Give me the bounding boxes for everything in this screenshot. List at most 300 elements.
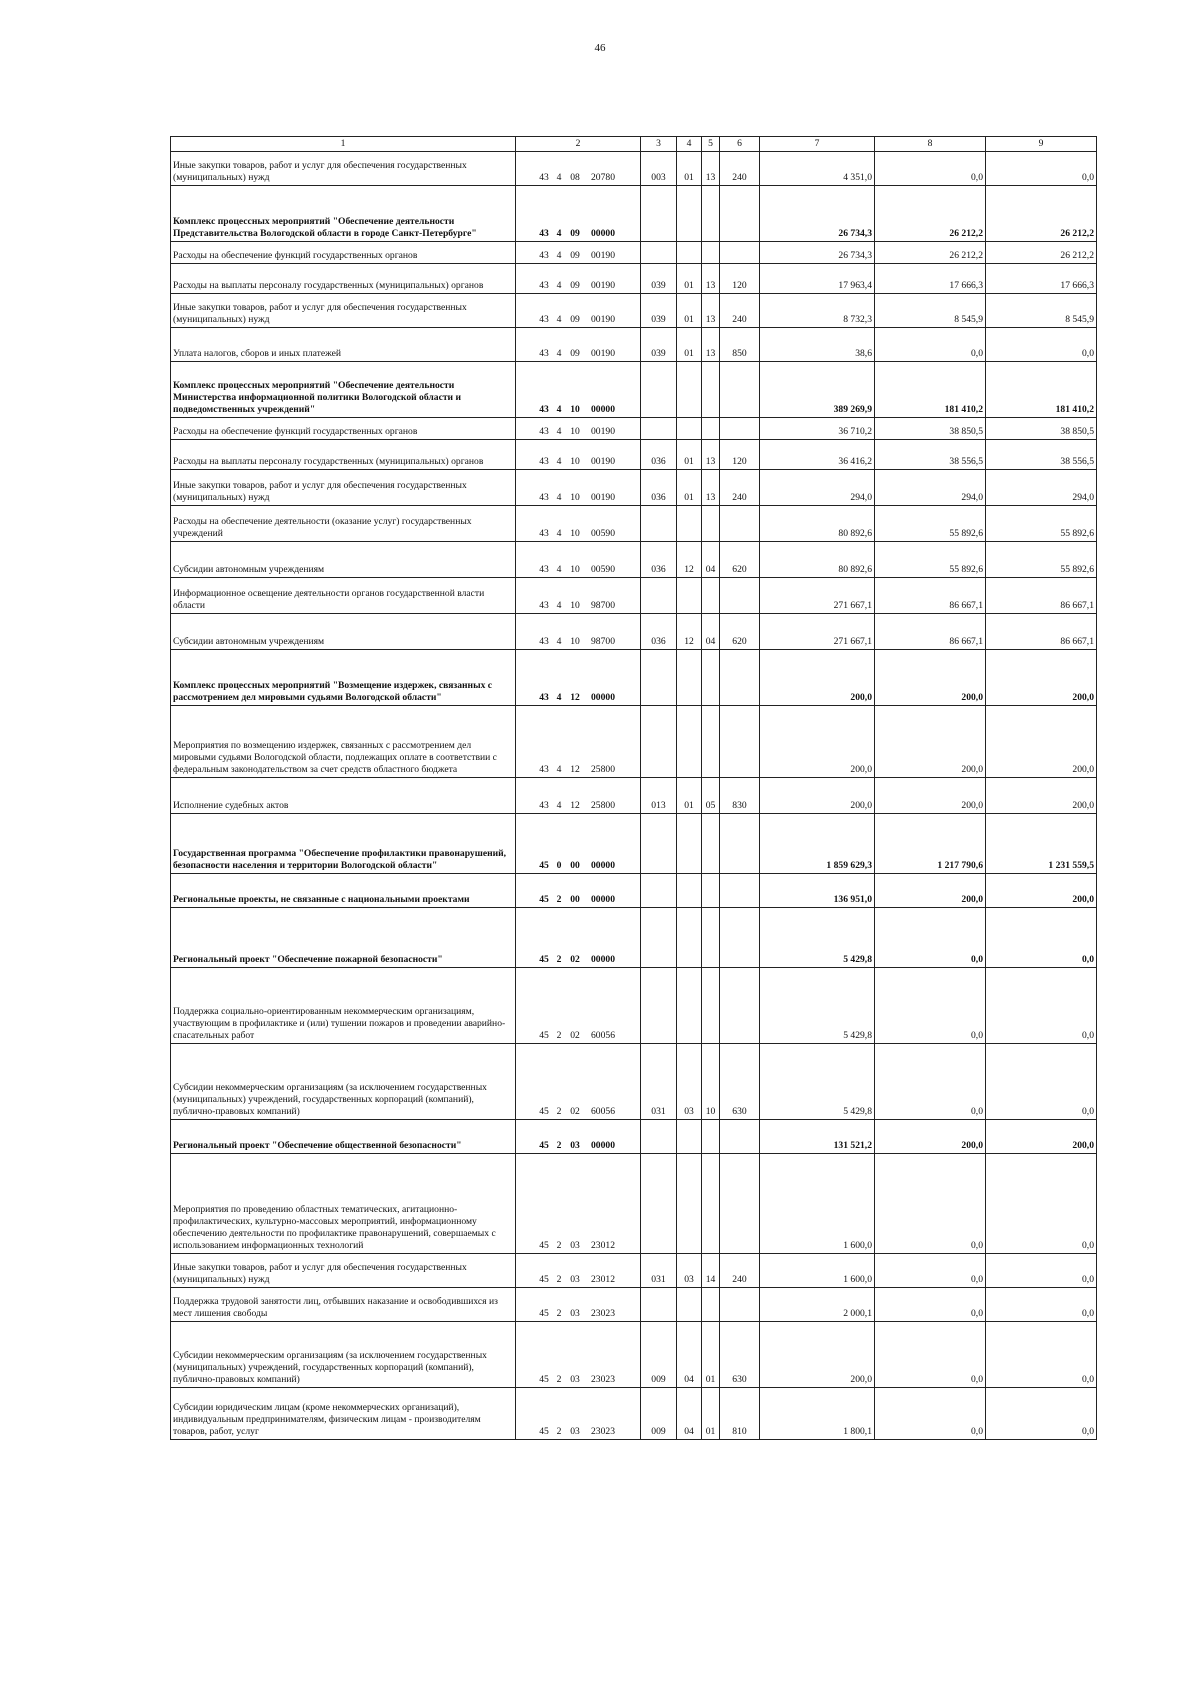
header-row (171, 137, 1097, 152)
code-part-c3: 10 (570, 456, 580, 468)
table-row (171, 908, 1097, 968)
code-part-c1: 43 (539, 172, 549, 184)
code-part-c4: 98700 (591, 600, 615, 612)
row-code (516, 1154, 641, 1254)
col-3-value: 039 (641, 294, 677, 328)
col-3-value (641, 1288, 677, 1322)
row-name: Иные закупки товаров, работ и услуг для обеспечения государственных (муниципальных) нужд (171, 470, 516, 506)
col-5-value: 13 (702, 470, 720, 506)
code-part-c4: 23012 (591, 1240, 615, 1252)
code-part-c2: 2 (556, 1308, 562, 1320)
row-code (516, 470, 641, 506)
code-part-c3: 08 (570, 172, 580, 184)
amount-col-9: 0,0 (986, 1388, 1097, 1440)
code-part-c3: 02 (570, 954, 580, 966)
row-name: Региональный проект "Обеспечение общественной безопасности" (171, 1120, 516, 1154)
table-row (171, 1288, 1097, 1322)
col-6-value (720, 1120, 760, 1154)
code-part-c3: 10 (570, 426, 580, 438)
code-part-c2: 4 (556, 172, 562, 184)
code-part-c3: 00 (570, 894, 580, 906)
table-row (171, 706, 1097, 778)
row-code (516, 328, 641, 362)
row-name: Государственная программа "Обеспечение профилактики правонарушений, безопасности населения и территории Вологодской области" (171, 814, 516, 874)
code-part-c3: 12 (570, 692, 580, 704)
amount-col-7: 8 732,3 (760, 294, 875, 328)
code-part-c1: 43 (539, 426, 549, 438)
amount-col-9: 26 212,2 (986, 242, 1097, 264)
amount-col-9: 38 850,5 (986, 418, 1097, 440)
amount-col-7: 5 429,8 (760, 908, 875, 968)
code-part-c3: 03 (570, 1374, 580, 1386)
col-5-value (702, 706, 720, 778)
table-row (171, 1154, 1097, 1254)
code-part-c4: 20780 (591, 172, 615, 184)
code-part-c1: 43 (539, 314, 549, 326)
code-part-c3: 00 (570, 860, 580, 872)
row-name: Субсидии автономным учреждениям (171, 614, 516, 650)
code-part-c4: 00190 (591, 492, 615, 504)
code-part-c4: 23012 (591, 1274, 615, 1286)
row-code (516, 362, 641, 418)
col-3-value (641, 362, 677, 418)
row-code (516, 506, 641, 542)
col-3-value: 031 (641, 1254, 677, 1288)
col-3-value: 009 (641, 1388, 677, 1440)
col-6-value (720, 186, 760, 242)
code-part-c1: 45 (539, 1374, 549, 1386)
code-part-c4: 00000 (591, 1140, 615, 1152)
code-part-c4: 60056 (591, 1030, 615, 1042)
row-code (516, 418, 641, 440)
amount-col-9: 26 212,2 (986, 186, 1097, 242)
code-part-c1: 43 (539, 250, 549, 262)
row-name: Поддержка социально-ориентированным некоммерческим организациям, участвующим в профилактике и (или) тушении пожаров и проведении аварийно-спасательных работ (171, 968, 516, 1044)
col-4-value (677, 874, 702, 908)
row-code (516, 152, 641, 186)
code-part-c4: 60056 (591, 1106, 615, 1118)
table-row (171, 242, 1097, 264)
col-5-value (702, 578, 720, 614)
code-part-c2: 4 (556, 314, 562, 326)
code-part-c1: 45 (539, 1308, 549, 1320)
col-5-value (702, 908, 720, 968)
col-6-value: 850 (720, 328, 760, 362)
table-row (171, 968, 1097, 1044)
row-name: Субсидии автономным учреждениям (171, 542, 516, 578)
col-5-value: 13 (702, 294, 720, 328)
amount-col-7: 1 600,0 (760, 1254, 875, 1288)
col-5-value (702, 814, 720, 874)
table-row (171, 1322, 1097, 1388)
code-part-c1: 43 (539, 456, 549, 468)
col-4-value (677, 650, 702, 706)
row-code (516, 578, 641, 614)
col-5-value (702, 418, 720, 440)
code-part-c1: 45 (539, 954, 549, 966)
amount-col-8: 0,0 (875, 152, 986, 186)
row-name: Информационное освещение деятельности органов государственной власти области (171, 578, 516, 614)
amount-col-7: 136 951,0 (760, 874, 875, 908)
row-code (516, 778, 641, 814)
code-part-c1: 45 (539, 1140, 549, 1152)
col-4-value: 12 (677, 542, 702, 578)
col-5-value: 14 (702, 1254, 720, 1288)
row-code (516, 968, 641, 1044)
col-5-value: 13 (702, 440, 720, 470)
col-5-value: 01 (702, 1322, 720, 1388)
amount-col-9: 0,0 (986, 1288, 1097, 1322)
col-4-value: 03 (677, 1254, 702, 1288)
code-part-c3: 09 (570, 314, 580, 326)
amount-col-9: 1 231 559,5 (986, 814, 1097, 874)
row-code (516, 1120, 641, 1154)
amount-col-7: 80 892,6 (760, 542, 875, 578)
code-part-c2: 2 (556, 894, 562, 906)
table-row (171, 264, 1097, 294)
code-part-c2: 4 (556, 564, 562, 576)
amount-col-8: 0,0 (875, 1154, 986, 1254)
amount-col-9: 0,0 (986, 908, 1097, 968)
amount-col-8: 1 217 790,6 (875, 814, 986, 874)
col-6-value (720, 1288, 760, 1322)
code-part-c4: 00590 (591, 564, 615, 576)
amount-col-9: 38 556,5 (986, 440, 1097, 470)
amount-col-7: 26 734,3 (760, 242, 875, 264)
row-name: Субсидии юридическим лицам (кроме некоммерческих организаций), индивидуальным предпринимателям, физическим лицам - производителям товаров, работ, услуг (171, 1388, 516, 1440)
code-part-c3: 02 (570, 1030, 580, 1042)
amount-col-8: 26 212,2 (875, 186, 986, 242)
code-part-c2: 2 (556, 1374, 562, 1386)
col-4-value (677, 242, 702, 264)
code-part-c3: 10 (570, 600, 580, 612)
amount-col-7: 1 800,1 (760, 1388, 875, 1440)
code-part-c3: 10 (570, 492, 580, 504)
code-part-c2: 4 (556, 764, 562, 776)
code-part-c2: 2 (556, 1426, 562, 1438)
amount-col-9: 200,0 (986, 706, 1097, 778)
amount-col-9: 0,0 (986, 1044, 1097, 1120)
row-code (516, 706, 641, 778)
table-row (171, 542, 1097, 578)
row-code (516, 908, 641, 968)
col-4-value: 01 (677, 440, 702, 470)
code-part-c3: 03 (570, 1240, 580, 1252)
code-part-c3: 02 (570, 1106, 580, 1118)
row-name: Комплекс процессных мероприятий "Обеспечение деятельности Представительства Вологодской области в городе Санкт-Петербурге" (171, 186, 516, 242)
col-3-value (641, 908, 677, 968)
col-3-value (641, 874, 677, 908)
code-part-c3: 03 (570, 1274, 580, 1286)
amount-col-8: 26 212,2 (875, 242, 986, 264)
amount-col-8: 86 667,1 (875, 578, 986, 614)
amount-col-9: 8 545,9 (986, 294, 1097, 328)
code-part-c1: 45 (539, 1240, 549, 1252)
row-code (516, 874, 641, 908)
code-part-c1: 43 (539, 528, 549, 540)
col-4-value (677, 908, 702, 968)
row-code (516, 1254, 641, 1288)
code-part-c1: 45 (539, 1426, 549, 1438)
row-code (516, 294, 641, 328)
code-part-c2: 4 (556, 426, 562, 438)
amount-col-8: 8 545,9 (875, 294, 986, 328)
amount-col-9: 200,0 (986, 778, 1097, 814)
header-cell: 4 (677, 137, 702, 152)
code-part-c4: 00000 (591, 228, 615, 240)
col-4-value (677, 578, 702, 614)
amount-col-8: 0,0 (875, 1288, 986, 1322)
table-row (171, 506, 1097, 542)
table-row (171, 614, 1097, 650)
code-part-c4: 23023 (591, 1374, 615, 1386)
budget-table (170, 136, 1097, 1440)
code-part-c3: 09 (570, 228, 580, 240)
col-6-value (720, 706, 760, 778)
col-6-value (720, 874, 760, 908)
amount-col-8: 55 892,6 (875, 506, 986, 542)
amount-col-7: 36 710,2 (760, 418, 875, 440)
code-part-c4: 23023 (591, 1308, 615, 1320)
code-part-c4: 00190 (591, 314, 615, 326)
col-3-value (641, 1120, 677, 1154)
amount-col-7: 5 429,8 (760, 968, 875, 1044)
code-part-c4: 00190 (591, 280, 615, 292)
code-part-c3: 10 (570, 636, 580, 648)
header-cell: 8 (875, 137, 986, 152)
code-part-c2: 2 (556, 1030, 562, 1042)
col-4-value (677, 706, 702, 778)
col-5-value: 04 (702, 542, 720, 578)
col-6-value: 620 (720, 614, 760, 650)
code-part-c2: 4 (556, 492, 562, 504)
table-body (171, 152, 1097, 1440)
row-name: Мероприятия по возмещению издержек, связанных с рассмотрением дел мировыми судьями Вологодской области, подлежащих оплате в соответствии с федеральным законодательством за счет средств областного бюджета (171, 706, 516, 778)
amount-col-7: 200,0 (760, 1322, 875, 1388)
col-3-value: 031 (641, 1044, 677, 1120)
col-6-value (720, 506, 760, 542)
code-part-c2: 2 (556, 1106, 562, 1118)
row-code (516, 440, 641, 470)
page-number: 46 (594, 42, 606, 54)
col-4-value (677, 418, 702, 440)
col-6-value: 120 (720, 440, 760, 470)
table-row (171, 874, 1097, 908)
col-6-value: 630 (720, 1322, 760, 1388)
amount-col-8: 0,0 (875, 1254, 986, 1288)
row-name: Исполнение судебных актов (171, 778, 516, 814)
col-5-value (702, 1288, 720, 1322)
col-3-value: 036 (641, 542, 677, 578)
row-name: Расходы на обеспечение функций государственных органов (171, 242, 516, 264)
amount-col-8: 0,0 (875, 1044, 986, 1120)
code-part-c4: 00190 (591, 348, 615, 360)
table-row (171, 814, 1097, 874)
row-name: Уплата налогов, сборов и иных платежей (171, 328, 516, 362)
amount-col-8: 38 850,5 (875, 418, 986, 440)
table-row (171, 470, 1097, 506)
row-name: Иные закупки товаров, работ и услуг для обеспечения государственных (муниципальных) нужд (171, 152, 516, 186)
header-cell: 1 (171, 137, 516, 152)
col-6-value (720, 908, 760, 968)
amount-col-9: 200,0 (986, 874, 1097, 908)
code-part-c4: 00000 (591, 860, 615, 872)
header-cell: 5 (702, 137, 720, 152)
col-6-value: 630 (720, 1044, 760, 1120)
col-4-value (677, 1120, 702, 1154)
amount-col-8: 86 667,1 (875, 614, 986, 650)
code-part-c3: 09 (570, 280, 580, 292)
row-name: Региональный проект "Обеспечение пожарной безопасности" (171, 908, 516, 968)
code-part-c3: 10 (570, 404, 580, 416)
code-part-c3: 03 (570, 1426, 580, 1438)
col-4-value: 01 (677, 328, 702, 362)
col-5-value: 01 (702, 1388, 720, 1440)
col-3-value (641, 706, 677, 778)
amount-col-8: 0,0 (875, 1388, 986, 1440)
code-part-c1: 43 (539, 280, 549, 292)
col-4-value: 01 (677, 152, 702, 186)
code-part-c1: 45 (539, 860, 549, 872)
col-5-value (702, 1154, 720, 1254)
amount-col-9: 55 892,6 (986, 542, 1097, 578)
code-part-c4: 00000 (591, 894, 615, 906)
col-5-value (702, 1120, 720, 1154)
code-part-c4: 23023 (591, 1426, 615, 1438)
col-5-value (702, 186, 720, 242)
col-3-value (641, 186, 677, 242)
col-6-value: 240 (720, 1254, 760, 1288)
amount-col-8: 0,0 (875, 328, 986, 362)
code-part-c2: 4 (556, 280, 562, 292)
table-row (171, 440, 1097, 470)
code-part-c4: 25800 (591, 800, 615, 812)
amount-col-7: 17 963,4 (760, 264, 875, 294)
code-part-c2: 2 (556, 954, 562, 966)
amount-col-8: 200,0 (875, 1120, 986, 1154)
code-part-c4: 00000 (591, 954, 615, 966)
col-4-value: 01 (677, 294, 702, 328)
code-part-c1: 43 (539, 600, 549, 612)
row-name: Региональные проекты, не связанные с национальными проектами (171, 874, 516, 908)
col-5-value (702, 506, 720, 542)
amount-col-7: 294,0 (760, 470, 875, 506)
row-name: Мероприятия по проведению областных тематических, агитационно-профилактических, культурно-массовых мероприятий, информационному обеспечению деятельности по профилактике правонарушений, совершаемых с использованием информационных технологий (171, 1154, 516, 1254)
code-part-c2: 4 (556, 692, 562, 704)
amount-col-9: 86 667,1 (986, 578, 1097, 614)
code-part-c1: 43 (539, 564, 549, 576)
code-part-c3: 03 (570, 1140, 580, 1152)
amount-col-8: 294,0 (875, 470, 986, 506)
amount-col-9: 200,0 (986, 650, 1097, 706)
row-code (516, 1388, 641, 1440)
code-part-c1: 43 (539, 228, 549, 240)
col-6-value: 120 (720, 264, 760, 294)
col-4-value (677, 186, 702, 242)
code-part-c4: 25800 (591, 764, 615, 776)
code-part-c1: 43 (539, 636, 549, 648)
code-part-c3: 12 (570, 764, 580, 776)
col-3-value (641, 968, 677, 1044)
code-part-c4: 00590 (591, 528, 615, 540)
col-4-value (677, 1154, 702, 1254)
code-part-c4: 00000 (591, 692, 615, 704)
amount-col-7: 271 667,1 (760, 614, 875, 650)
table-row (171, 1120, 1097, 1154)
table-row (171, 578, 1097, 614)
row-code (516, 814, 641, 874)
row-code (516, 542, 641, 578)
code-part-c1: 43 (539, 692, 549, 704)
amount-col-7: 200,0 (760, 778, 875, 814)
code-part-c1: 43 (539, 800, 549, 812)
amount-col-7: 1 600,0 (760, 1154, 875, 1254)
col-3-value: 009 (641, 1322, 677, 1388)
col-6-value (720, 242, 760, 264)
amount-col-7: 4 351,0 (760, 152, 875, 186)
col-3-value (641, 650, 677, 706)
code-part-c2: 4 (556, 404, 562, 416)
table-row (171, 1388, 1097, 1440)
row-name: Расходы на выплаты персоналу государственных (муниципальных) органов (171, 440, 516, 470)
code-part-c2: 0 (556, 860, 562, 872)
code-part-c1: 43 (539, 348, 549, 360)
col-6-value (720, 968, 760, 1044)
amount-col-7: 5 429,8 (760, 1044, 875, 1120)
col-3-value (641, 814, 677, 874)
amount-col-7: 200,0 (760, 706, 875, 778)
col-5-value (702, 362, 720, 418)
col-4-value: 01 (677, 264, 702, 294)
table-row (171, 328, 1097, 362)
col-4-value (677, 814, 702, 874)
row-name: Комплекс процессных мероприятий "Обеспечение деятельности Министерства информационной политики Вологодской области и подведомственных учреждений" (171, 362, 516, 418)
code-part-c1: 45 (539, 1274, 549, 1286)
table-row (171, 186, 1097, 242)
col-6-value (720, 418, 760, 440)
col-3-value: 036 (641, 470, 677, 506)
row-code (516, 650, 641, 706)
row-name: Субсидии некоммерческим организациям (за исключением государственных (муниципальных) учреждений, государственных корпораций (компаний), публично-правовых компаний) (171, 1322, 516, 1388)
code-part-c2: 4 (556, 348, 562, 360)
amount-col-7: 389 269,9 (760, 362, 875, 418)
table-row (171, 418, 1097, 440)
code-part-c3: 12 (570, 800, 580, 812)
amount-col-7: 200,0 (760, 650, 875, 706)
col-5-value (702, 242, 720, 264)
table-row (171, 650, 1097, 706)
col-3-value: 013 (641, 778, 677, 814)
col-5-value: 04 (702, 614, 720, 650)
row-code (516, 186, 641, 242)
header-cell: 6 (720, 137, 760, 152)
col-5-value (702, 968, 720, 1044)
code-part-c3: 10 (570, 564, 580, 576)
col-6-value (720, 578, 760, 614)
code-part-c2: 4 (556, 600, 562, 612)
code-part-c2: 4 (556, 456, 562, 468)
code-part-c4: 00000 (591, 404, 615, 416)
col-3-value: 039 (641, 328, 677, 362)
row-name: Субсидии некоммерческим организациям (за исключением государственных (муниципальных) учреждений, государственных корпораций (компаний), публично-правовых компаний) (171, 1044, 516, 1120)
col-4-value (677, 362, 702, 418)
row-name: Поддержка трудовой занятости лиц, отбывших наказание и освободившихся из мест лишения свободы (171, 1288, 516, 1322)
col-6-value (720, 362, 760, 418)
row-name: Расходы на выплаты персоналу государственных (муниципальных) органов (171, 264, 516, 294)
col-6-value: 240 (720, 152, 760, 186)
table-row (171, 294, 1097, 328)
table-row (171, 362, 1097, 418)
